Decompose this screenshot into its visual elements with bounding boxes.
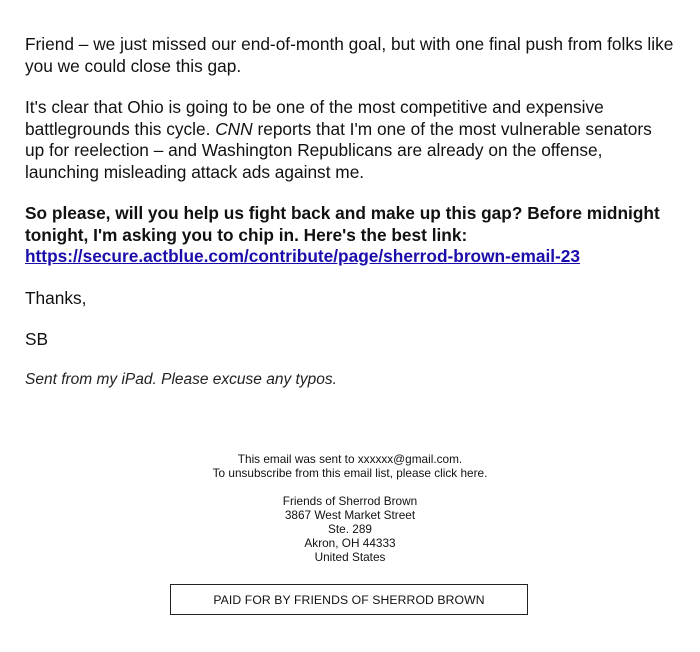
sent-to-line	[0, 452, 700, 466]
address-city: Akron, OH 44333	[304, 536, 396, 550]
email-footer	[0, 452, 700, 578]
paid-for-disclaimer	[170, 584, 528, 615]
footer-notice	[0, 452, 700, 480]
intro-paragraph: Friend – we just missed our end-of-month goal, but with one final push from folks like you we could close this gap.	[25, 34, 674, 76]
email-body	[25, 34, 675, 410]
address-country: United States	[314, 550, 386, 564]
mailing-address	[0, 494, 700, 564]
donate-link[interactable]: https://secure.actblue.com/contribute/page/sherrod-brown-email-23	[25, 246, 581, 266]
context-text-after: reports that I'm one of the most vulnerable senators up for reelection – and Washington Republicans are already on the offense, launching misleading attack ads against me.	[25, 118, 652, 182]
closing-thanks: Thanks,	[25, 287, 87, 308]
ask-text: So please, will you help us fight back and make up this gap? Before midnight tonight, I'm asking you to chip in. Here's the best link:	[25, 203, 660, 245]
paid-for-text: PAID FOR BY FRIENDS OF SHERROD BROWN	[213, 592, 485, 607]
unsubscribe-link[interactable]: To unsubscribe from this email list, please click here.	[212, 466, 488, 480]
sent-to-prefix: This email was sent to	[237, 452, 358, 466]
context-paragraph	[25, 97, 675, 183]
source-name: CNN	[215, 118, 253, 139]
signature: SB	[25, 329, 49, 349]
address-suite: Ste. 289	[328, 522, 372, 536]
sent-to-address: xxxxxx@gmail.com.	[357, 452, 463, 466]
address-street: 3867 West Market Street	[284, 508, 416, 522]
address-org: Friends of Sherrod Brown	[282, 494, 418, 508]
context-text-before: It's clear that Ohio is going to be one of the most competitive and expensive battlegrounds this cycle.	[25, 97, 604, 139]
ask-paragraph	[25, 203, 675, 268]
sent-from-note: Sent from my iPad. Please excuse any typos.	[25, 370, 337, 388]
